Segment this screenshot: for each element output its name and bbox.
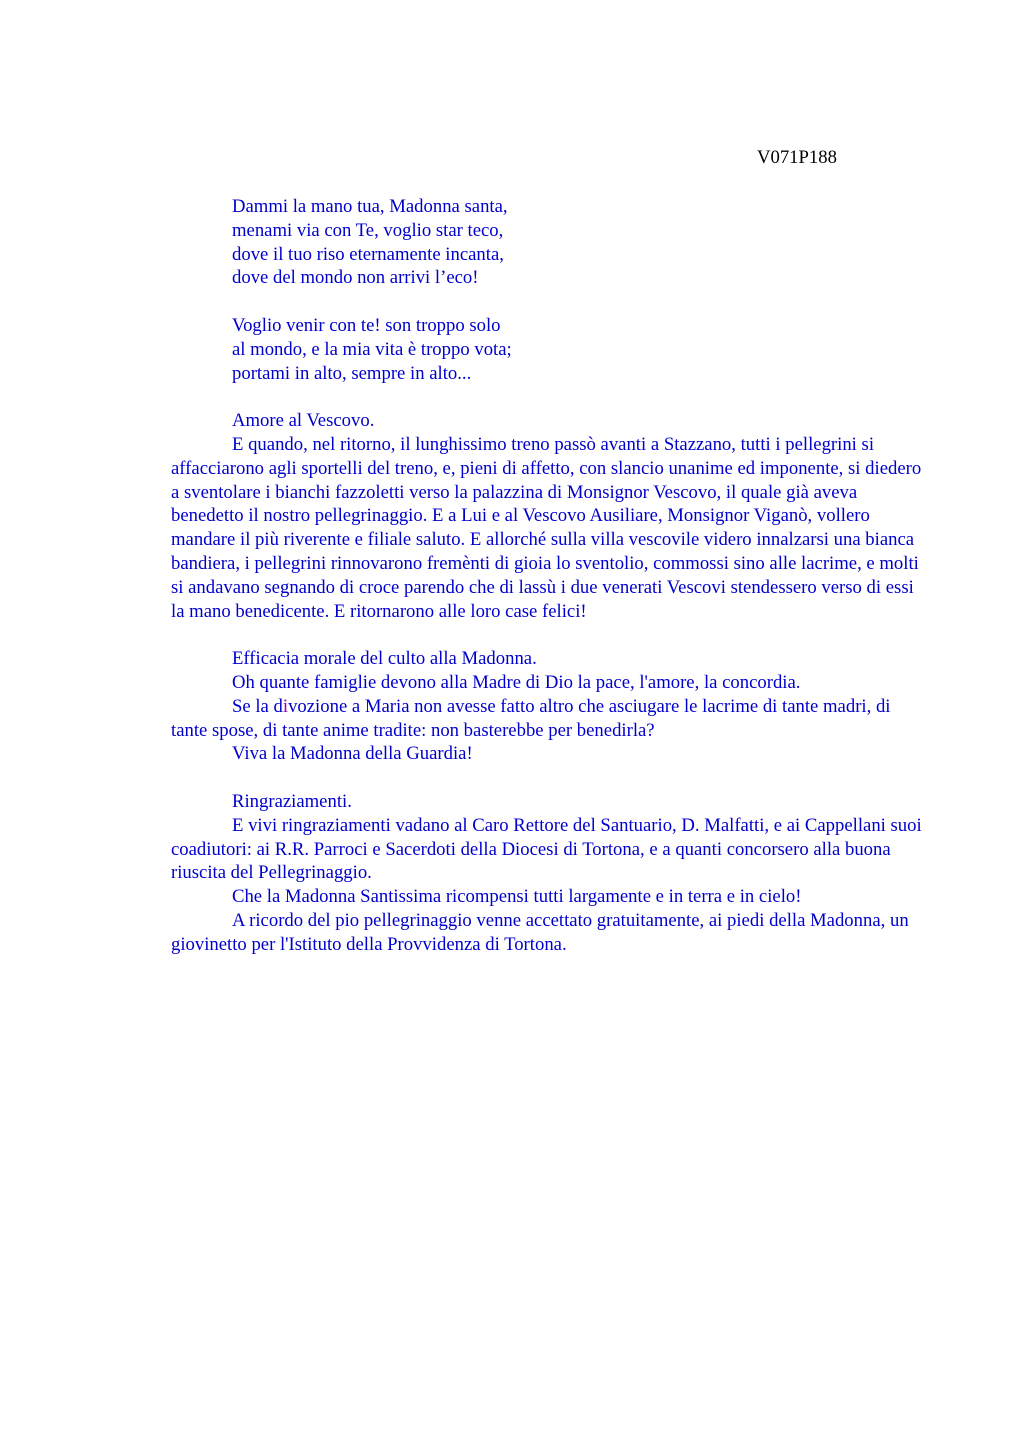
section-heading: Ringraziamenti. (232, 790, 352, 812)
paragraph (171, 695, 931, 743)
section-heading: Efficacia morale del culto alla Madonna. (232, 648, 537, 670)
section-amore-al-vescovo (171, 409, 931, 623)
section-heading: Amore al Vescovo. (232, 410, 375, 432)
section-efficacia-morale (171, 647, 931, 766)
poem-line: dove il tuo riso eternamente incanta, (232, 243, 504, 265)
paragraph: Oh quante famiglie devono alla Madre di Dio la pace, l'amore, la concordia. (232, 671, 801, 693)
page-id: V071P188 (757, 147, 837, 168)
poem-line: menami via con Te, voglio star teco, (232, 219, 504, 241)
poem-line: Voglio venir con te! son troppo solo (232, 314, 501, 336)
document-body (171, 195, 931, 980)
poem-stanza-1 (171, 195, 931, 290)
paragraph: A ricordo del pio pellegrinaggio venne accettato gratuitamente, ai piedi della Madonna, un giovinetto per l'Istituto della Provvidenza di Tortona. (171, 909, 909, 955)
paragraph: Viva la Madonna della Guardia! (232, 743, 473, 765)
paragraph-text: Se la d (232, 695, 283, 717)
paragraph: Che la Madonna Santissima ricompensi tutti largamente e in terra e in cielo! (232, 886, 802, 908)
paragraph: E quando, nel ritorno, il lunghissimo treno passò avanti a Stazzano, tutti i pellegrini si affacciarono agli sportelli del treno, e, pieni di affetto, con slancio unanime ed imponente, si diedero a sventolare i bianchi fazzoletti verso la palazzina di Monsignor Vescovo, il quale già aveva benedetto il nostro pellegrinaggio. E a Lui e al Vescovo Ausiliare, Monsignor Viganò, vollero mandare il più riverente e filiale saluto. E allorché sulla villa vescovile videro innalzarsi una bianca bandiera, i pellegrini rinnovarono fremènti di gioia lo sventolio, commossi sino alle lacrime, e molti si andavano segnando di croce parendo che di lassù i due venerati Vescovi stendessero verso di essi la mano benedicente. E ritornarono alle loro case felici! (171, 433, 922, 622)
poem-line: al mondo, e la mia vita è troppo vota; (232, 338, 512, 360)
paragraph: E vivi ringraziamenti vadano al Caro Rettore del Santuario, D. Malfatti, e ai Cappellani suoi coadiutori: ai R.R. Parroci e Sacerdoti della Diocesi di Tortona, e a quanti concorsero alla buona riuscita del Pellegrinaggio. (171, 814, 922, 884)
poem-stanza-2 (171, 314, 931, 385)
poem-line: portami in alto, sempre in alto... (232, 362, 472, 384)
poem-line: dove del mondo non arrivi l’eco! (232, 267, 479, 289)
paragraph-text: vozione a Maria non avesse fatto altro che asciugare le lacrime di tante madri, di tante spose, di tante anime tradite: non basterebbe per benedirla? (171, 695, 891, 741)
poem-line: Dammi la mano tua, Madonna santa, (232, 196, 508, 217)
highlighted-letter: i (282, 695, 289, 717)
section-ringraziamenti (171, 790, 931, 957)
